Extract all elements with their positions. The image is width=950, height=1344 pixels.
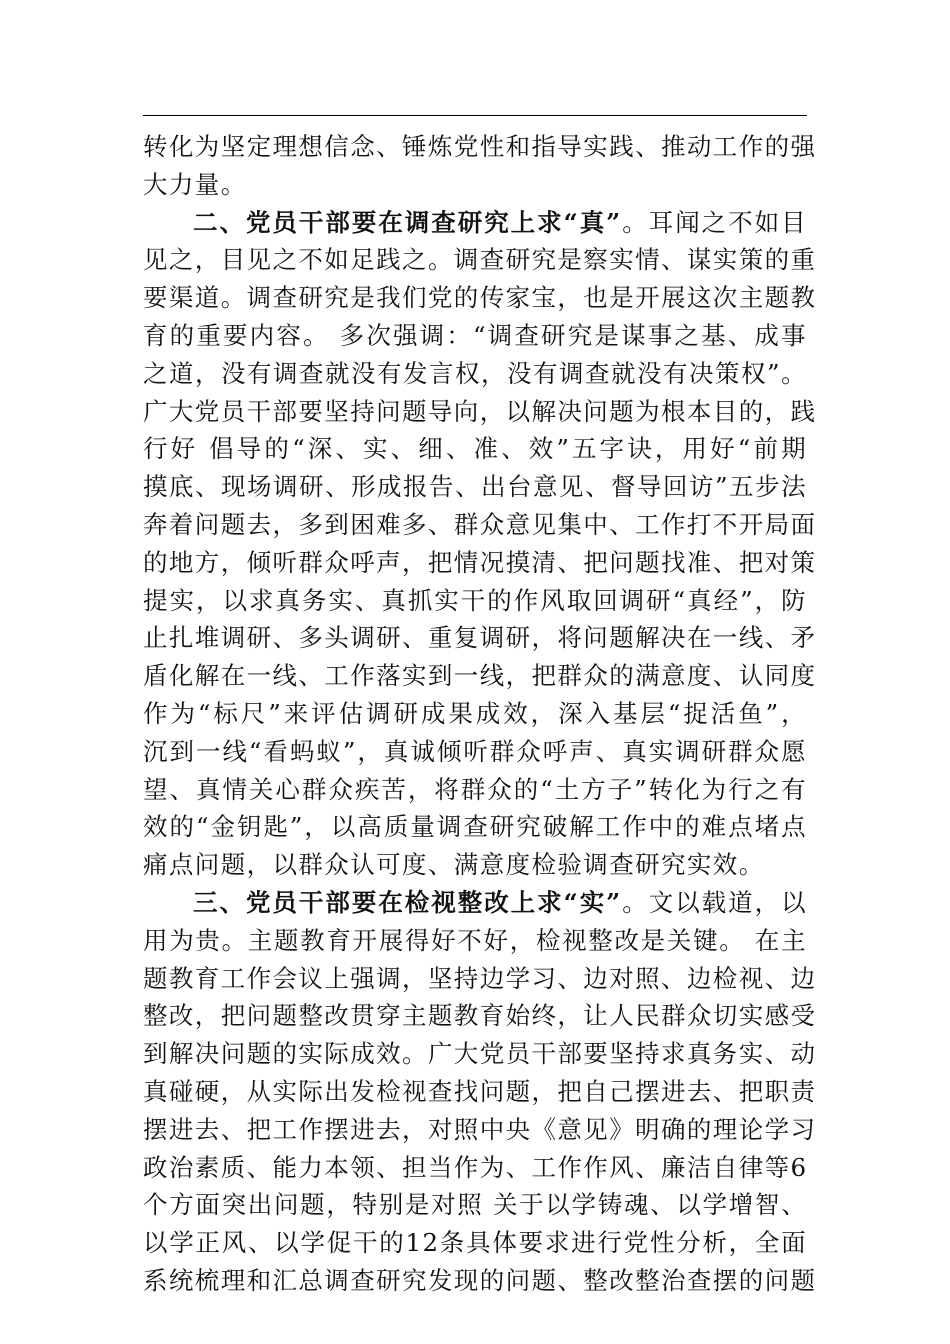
text-line: 行好 倡导的“深、实、细、准、效”五字诀，用好“前期 bbox=[143, 434, 807, 464]
text-line: 奔着问题去，多到困难多、群众意见集中、工作打不开局面 bbox=[143, 509, 817, 539]
text-line: 止扎堆调研、多头调研、重复调研，将问题解决在一线、矛 bbox=[143, 623, 817, 653]
section-heading-2: 二、党员干部要在调查研究上求“真” bbox=[193, 207, 622, 237]
text-line: 作为“标尺”来评估调研成果成效，深入基层“捉活鱼”， bbox=[143, 698, 807, 728]
text-line: 系统梳理和汇总调查研究发现的问题、整改整治查摆的问题 bbox=[143, 1265, 817, 1295]
text-line: 之道，没有调查就没有发言权，没有调查就没有决策权”。 bbox=[143, 358, 807, 388]
text-line: 大力量。 bbox=[143, 169, 247, 199]
paragraph-2-first-line bbox=[143, 204, 807, 242]
body-text bbox=[143, 128, 817, 1300]
text-line: 政治素质、能力本领、担当作为、工作作风、廉洁自律等6 bbox=[143, 1152, 808, 1182]
paragraph-3-first-line-rest: 。文以载道，以 bbox=[621, 887, 807, 917]
text-line: 整改，把问题整改贯穿主题教育始终，让人民群众切实感受 bbox=[143, 1001, 817, 1031]
text-line: 痛点问题，以群众认可度、满意度检验调查研究实效。 bbox=[143, 850, 765, 880]
text-line: 要渠道。调查研究是我们党的传家宝，也是开展这次主题教 bbox=[143, 283, 817, 313]
text-line: 题教育工作会议上强调，坚持边学习、边对照、边检视、边 bbox=[143, 963, 817, 993]
text-line: 广大党员干部要坚持问题导向，以解决问题为根本目的，践 bbox=[143, 396, 817, 426]
text-line: 盾化解在一线、工作落实到一线，把群众的满意度、认同度 bbox=[143, 661, 817, 691]
text-line: 育的重要内容。 多次强调：“调查研究是谋事之基、成事 bbox=[143, 320, 807, 350]
text-line: 效的“金钥匙”，以高质量调查研究破解工作中的难点堵点 bbox=[143, 812, 807, 842]
text-line: 用为贵。主题教育开展得好不好，检视整改是关键。 在主 bbox=[143, 925, 807, 955]
text-line: 提实，以求真务实、真抓实干的作风取回调研“真经”，防 bbox=[143, 585, 807, 615]
text-line: 个方面突出问题，特别是对照 关于以学铸魂、以学增智、 bbox=[143, 1190, 807, 1220]
paragraph-2-first-line-rest: 。耳闻之不如目 bbox=[621, 207, 807, 237]
text-line: 摸底、现场调研、形成报告、出台意见、督导回访”五步法 bbox=[143, 472, 807, 502]
text-line: 真碰硬，从实际出发检视查找问题，把自己摆进去、把职责 bbox=[143, 1076, 817, 1106]
paragraph-3-first-line bbox=[143, 884, 807, 922]
text-line: 沉到一线“看蚂蚁”，真诚倾听群众呼声、真实调研群众愿 bbox=[143, 736, 807, 766]
text-line: 的地方，倾听群众呼声，把情况摸清、把问题找准、把对策 bbox=[143, 547, 817, 577]
text-line: 转化为坚定理想信念、锤炼党性和指导实践、推动工作的强 bbox=[143, 132, 817, 161]
section-heading-3: 三、党员干部要在检视整改上求“实” bbox=[193, 887, 622, 917]
text-line: 见之，目见之不如足践之。调查研究是察实情、谋实策的重 bbox=[143, 245, 817, 275]
text-line: 望、真情关心群众疾苦，将群众的“土方子”转化为行之有 bbox=[143, 774, 807, 804]
header-rule bbox=[143, 115, 807, 116]
text-line: 到解决问题的实际成效。广大党员干部要坚持求真务实、动 bbox=[143, 1039, 817, 1069]
text-line: 以学正风、以学促干的12条具体要求进行党性分析，全面 bbox=[143, 1228, 807, 1258]
text-line: 摆进去、把工作摆进去，对照中央《意见》明确的理论学习 bbox=[143, 1114, 817, 1144]
